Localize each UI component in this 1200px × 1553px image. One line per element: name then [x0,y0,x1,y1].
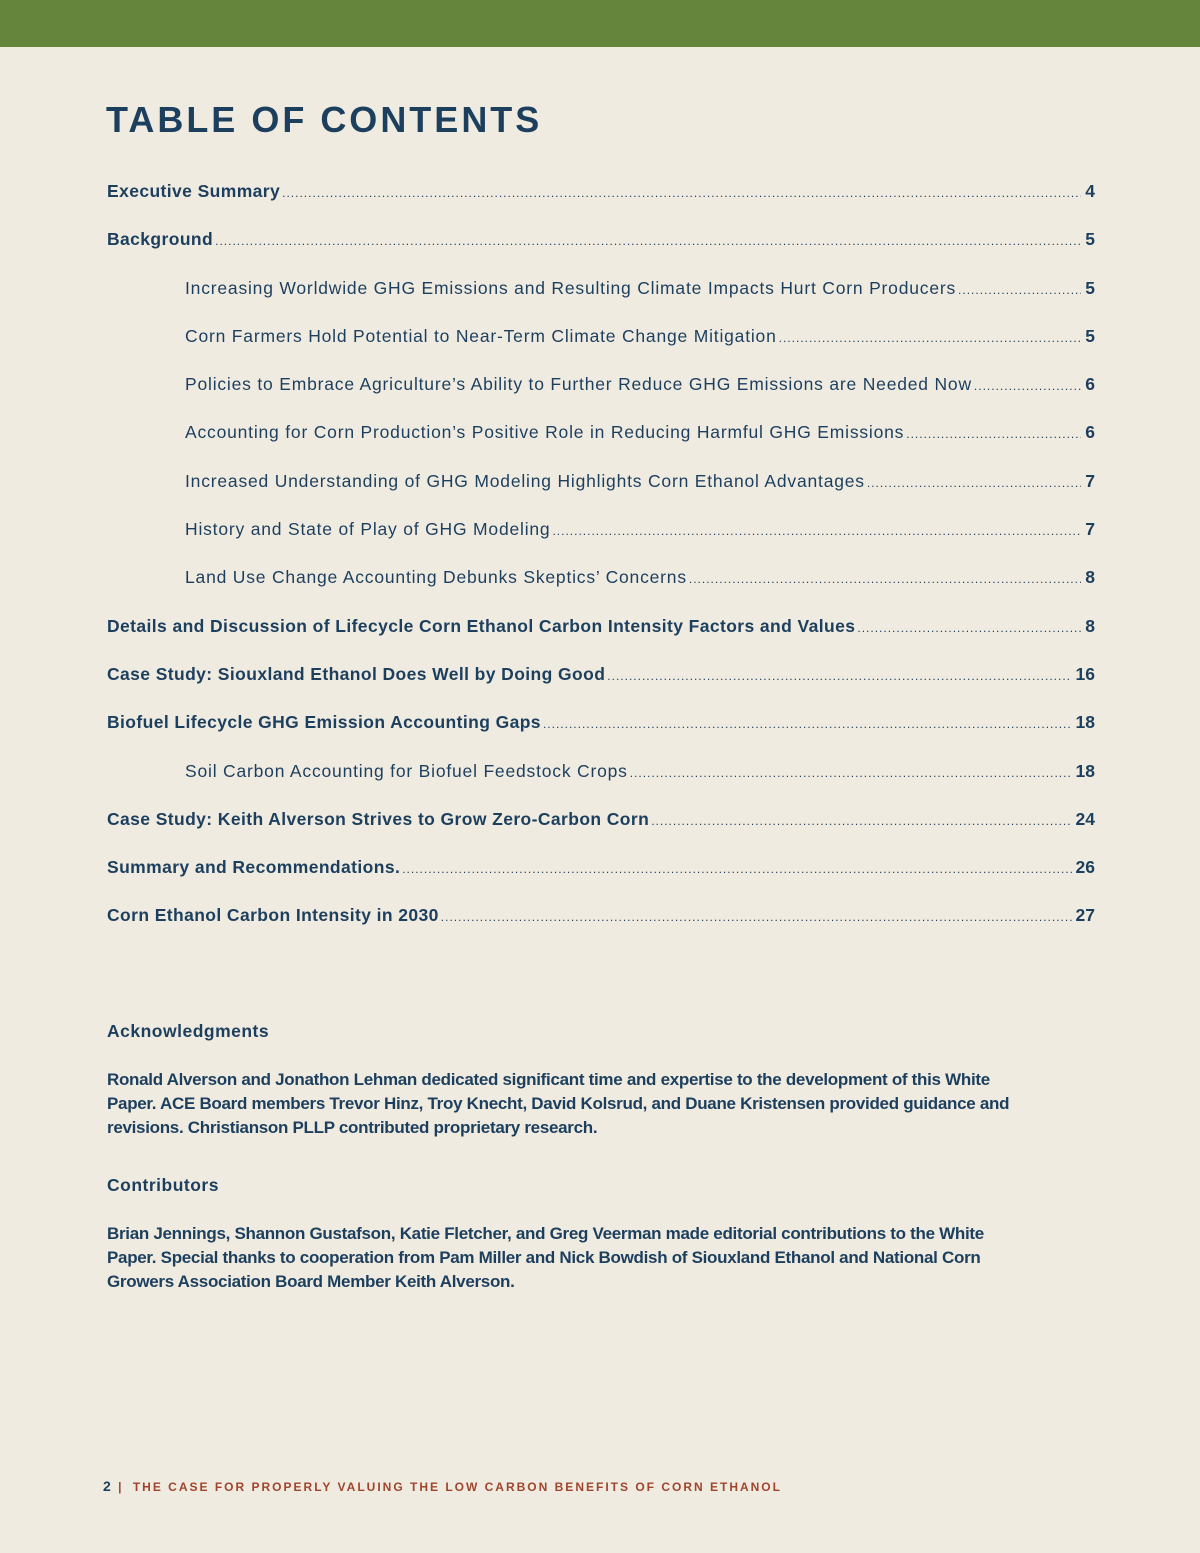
toc-dot-leader [689,564,1081,594]
toc-entry-label: Increased Understanding of GHG Modeling Highlights Corn Ethanol Advantages [185,470,865,491]
toc-entry-page-number: 16 [1075,663,1095,684]
toc-entry-page-number: 5 [1085,325,1095,346]
toc-entry[interactable] [107,852,1095,900]
toc-entry[interactable] [107,369,1095,417]
toc-dot-leader [215,226,1081,256]
toc-entry-page-number: 27 [1075,905,1095,926]
toc-entry-label: History and State of Play of GHG Modeling [185,519,551,540]
toc-entry[interactable] [107,417,1095,465]
toc-entry-label: Accounting for Corn Production’s Positive Role in Reducing Harmful GHG Emissions [185,422,905,443]
toc-dot-leader [402,854,1071,884]
footer-separator: | [118,1480,122,1494]
page-title: TABLE OF CONTENTS [106,99,543,140]
toc-entry[interactable] [107,804,1095,852]
toc-entry[interactable] [107,514,1095,562]
toc-entry-page-number: 18 [1075,760,1095,781]
toc-entry-label: Corn Farmers Hold Potential to Near-Term Climate Change Mitigation [185,325,777,346]
toc-entry-label: Increasing Worldwide GHG Emissions and Resulting Climate Impacts Hurt Corn Producers [185,277,957,298]
contributors-heading: Contributors [107,1175,219,1195]
toc-entry-label: Land Use Change Accounting Debunks Skeptics’ Concerns [185,567,687,588]
acknowledgments-text: Ronald Alverson and Jonathon Lehman dedicated significant time and expertise to the development of this White Paper. ACE Board members Trevor Hinz, Troy Knecht, David Kolsrud, and Duane Kristensen provided guidance and revisions. Christianson PLLP contributed proprietary research. [107,1070,1010,1137]
footer-page-number: 2 [103,1478,111,1494]
page-footer [103,1478,782,1494]
toc-entry-page-number: 8 [1085,615,1095,636]
toc-dot-leader [958,275,1081,305]
toc-entry-page-number: 7 [1085,470,1095,491]
toc-dot-leader [867,468,1081,498]
toc-entry-label: Biofuel Lifecycle GHG Emission Accounting Gaps [107,712,541,733]
toc-entry-label: Case Study: Siouxland Ethanol Does Well by Doing Good [107,663,606,684]
toc-dot-leader [552,516,1081,546]
toc-entry-page-number: 6 [1085,374,1095,395]
acknowledgments-heading: Acknowledgments [107,1021,270,1041]
toc-entry[interactable] [107,176,1095,224]
toc-entry[interactable] [107,321,1095,369]
toc-entry[interactable] [107,273,1095,321]
toc-dot-leader [282,178,1081,208]
toc-entry[interactable] [107,707,1095,755]
toc-dot-leader [441,902,1072,932]
toc-entry-page-number: 4 [1085,181,1095,201]
toc-dot-leader [607,661,1071,691]
toc-dot-leader [779,323,1081,353]
toc-entry-label: Background [107,229,214,250]
toc-entry[interactable] [107,562,1095,610]
toc-entry[interactable] [107,756,1095,804]
toc-dot-leader [857,613,1081,643]
toc-entry-page-number: 6 [1085,422,1095,443]
toc-dot-leader [974,371,1081,401]
toc-entry-page-number: 8 [1085,567,1095,588]
toc-entry-label: Soil Carbon Accounting for Biofuel Feedstock Crops [185,760,628,781]
toc-dot-leader [543,709,1072,739]
toc-dot-leader [906,419,1081,449]
toc-entry-label: Corn Ethanol Carbon Intensity in 2030 [107,905,439,926]
toc-entry[interactable] [107,466,1095,514]
toc-entry-label: Executive Summary [107,181,281,201]
footer-title: THE CASE FOR PROPERLY VALUING THE LOW CARBON BENEFITS OF CORN ETHANOL [132,1480,782,1494]
toc-entry-label: Case Study: Keith Alverson Strives to Grow Zero-Carbon Corn [107,808,650,829]
toc-entry-page-number: 26 [1075,857,1095,878]
toc-dot-leader [651,806,1071,836]
toc-entry[interactable] [107,611,1095,659]
toc-dot-leader [630,758,1072,788]
toc-entry[interactable] [107,659,1095,707]
top-color-bar [0,0,1200,47]
toc-entry-page-number: 7 [1085,519,1095,540]
toc-entry-page-number: 18 [1075,712,1095,733]
toc-entry-label: Policies to Embrace Agriculture’s Ability to Further Reduce GHG Emissions are Needed Now [185,374,972,395]
credits-section [107,1018,1037,1294]
table-of-contents [107,176,1095,949]
toc-entry-page-number: 5 [1085,277,1095,298]
toc-entry-label: Details and Discussion of Lifecycle Corn Ethanol Carbon Intensity Factors and Values [107,615,856,636]
contributors-text: Brian Jennings, Shannon Gustafson, Katie Fletcher, and Greg Veerman made editorial contributions to the White Paper. Special thanks to cooperation from Pam Miller and Nick Bowdish of Siouxland Ethanol and National Corn Growers Association Board Member Keith Alverson. [107,1224,984,1291]
toc-entry-label: Summary and Recommendations. [107,857,401,878]
toc-entry-page-number: 24 [1075,808,1095,829]
toc-entry-page-number: 5 [1085,229,1095,250]
toc-entry[interactable] [107,224,1095,272]
toc-entry[interactable] [107,900,1095,948]
